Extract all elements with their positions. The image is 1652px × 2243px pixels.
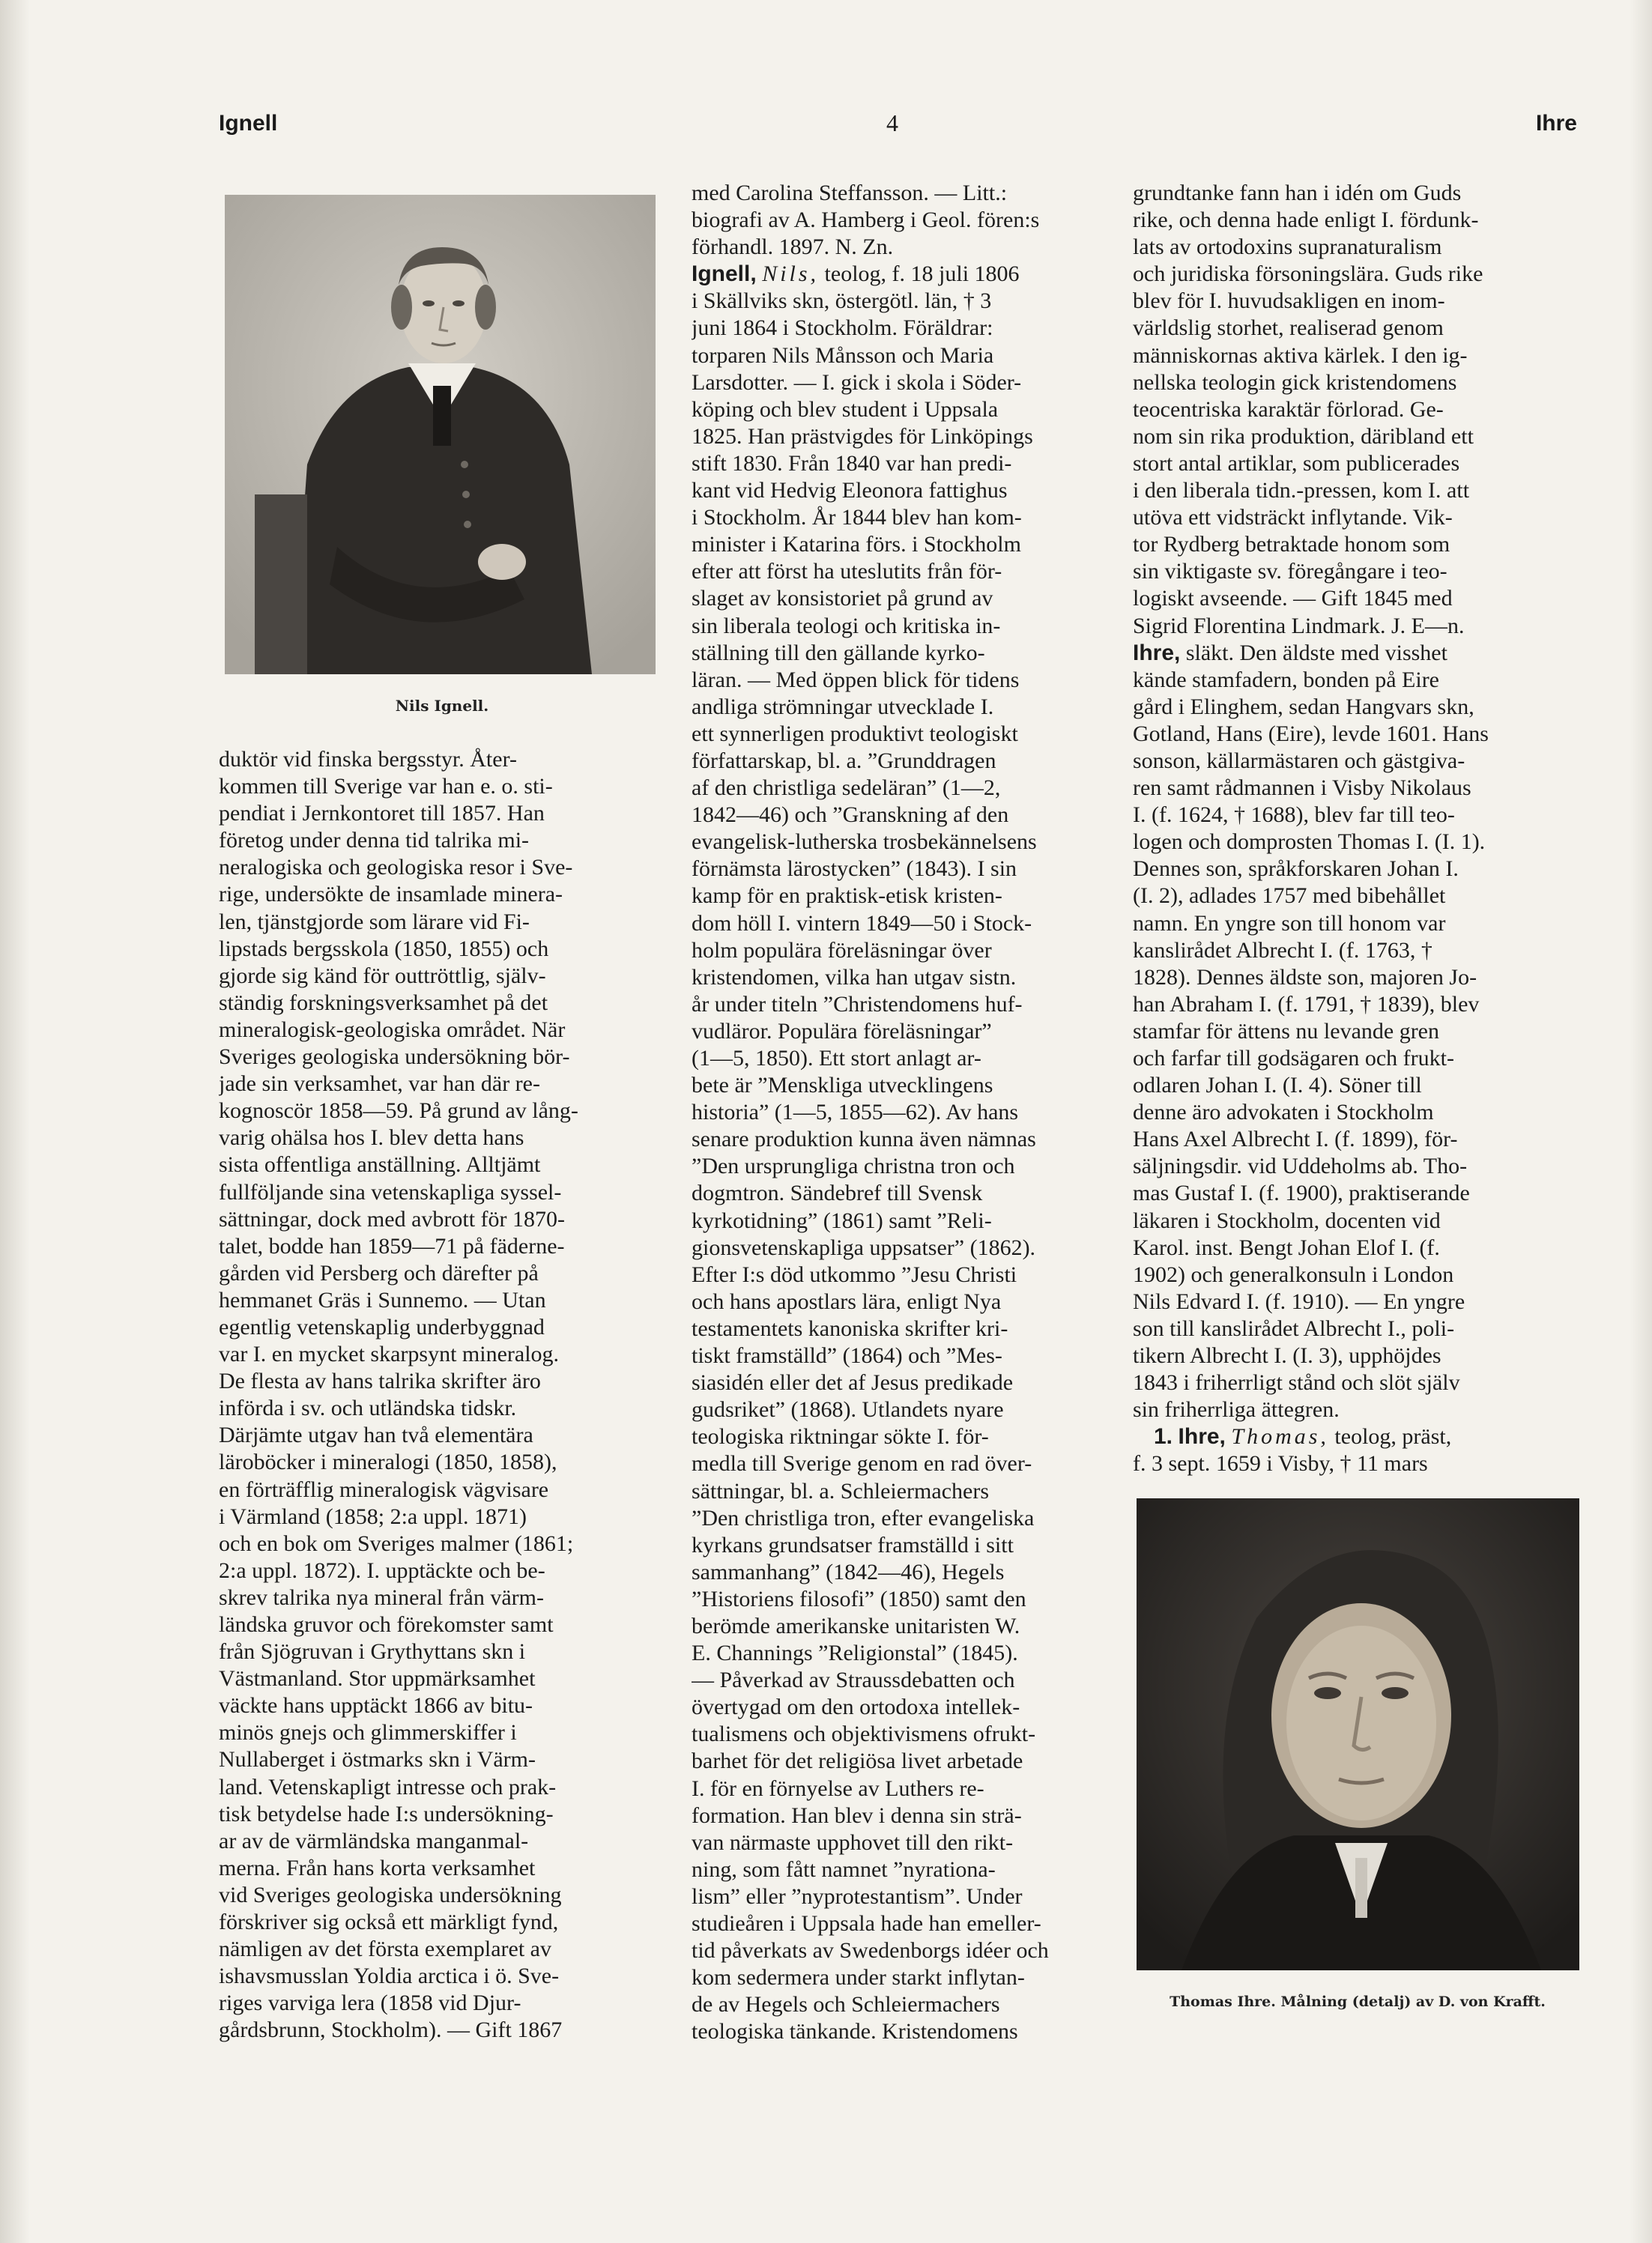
- text-line: kom sedermera under starkt inflytan-: [692, 1965, 1025, 1991]
- text-line: kristendomen, vilka han utgav sistn.: [692, 964, 1017, 990]
- text-line: tikern Albrecht I. (I. 3), upphöjdes: [1133, 1343, 1441, 1369]
- text-line: I. (f. 1624, † 1688), blev far till teo-: [1133, 802, 1455, 828]
- text-line: bete är ”Menskliga utvecklingens: [692, 1073, 993, 1098]
- text-line: Västmanland. Stor uppmärksamhet: [219, 1666, 536, 1692]
- headword-ihre: Ihre,: [1133, 640, 1181, 665]
- text-line: stamfar för ättens nu levande gren: [1133, 1018, 1439, 1044]
- text-line: tid påverkats av Swedenborgs idéer och: [692, 1938, 1049, 1964]
- text-line: ar av de värmländska manganmal-: [219, 1828, 529, 1853]
- text-line: kognoscör 1858—59. På grund av lång-: [219, 1098, 578, 1124]
- text-line: gården vid Persberg och därefter på: [219, 1260, 539, 1286]
- headword-ignell: Ignell,: [692, 261, 757, 287]
- running-head-right: Ihre: [1535, 111, 1577, 136]
- text-line: en förträfflig mineralogisk vägvisare: [219, 1477, 549, 1502]
- text-line: juni 1864 i Stockholm. Föräldrar:: [692, 315, 993, 341]
- text-line: i Stockholm. År 1844 blev han kom-: [692, 505, 1022, 530]
- text-line: Hans Axel Albrecht I. (f. 1899), för-: [1133, 1127, 1458, 1152]
- text-line: talet, bodde han 1859—71 på fäderne-: [219, 1233, 565, 1259]
- text-line: år under titeln ”Christendomens huf-: [692, 991, 1023, 1017]
- text-line: sättningar, dock med avbrott för 1870-: [219, 1206, 566, 1232]
- text-line: de av Hegels och Schleiermachers: [692, 1992, 1000, 2018]
- text-line: sin viktigaste sv. föregångare i teo-: [1133, 559, 1447, 584]
- text-line: E. Channings ”Religionstal” (1845).: [692, 1641, 1018, 1666]
- text-line: jade sin verksamhet, var han där re-: [219, 1071, 540, 1097]
- text-line: väckte hans upptäckt 1866 av bitu-: [219, 1693, 533, 1719]
- text-line: stort antal artiklar, som publicerades: [1133, 450, 1460, 476]
- text-line: medla till Sverige genom en rad över-: [692, 1451, 1032, 1477]
- portrait-thomas-ihre: [1137, 1498, 1579, 1970]
- text-line: sista offentliga anställning. Alltjämt: [219, 1152, 541, 1178]
- text-line: dom höll I. vintern 1849—50 i Stock-: [692, 910, 1032, 936]
- text-line: pendiat i Jernkontoret till 1857. Han: [219, 801, 545, 826]
- column-1: [219, 746, 661, 2044]
- text-line: De flesta av hans talrika skrifter äro: [219, 1369, 541, 1394]
- text-line: skrev talrika nya mineral från värm-: [219, 1584, 544, 1610]
- text-line: 1825. Han prästvigdes för Linköpings: [692, 423, 1033, 449]
- text-line: läroböcker i mineralogi (1850, 1858),: [219, 1450, 557, 1475]
- text-line: 1843 i friherrligt stånd och slöt själv: [1133, 1370, 1460, 1396]
- page-edge-shadow-right: [1630, 0, 1652, 2243]
- entry-number: 1.: [1154, 1424, 1173, 1450]
- text-line: I. för en förnyelse av Luthers re-: [692, 1776, 984, 1801]
- text-line: sättningar, bl. a. Schleiermachers: [692, 1478, 989, 1504]
- text-line: från Sjögruvan i Grythyttans skn i: [219, 1639, 526, 1665]
- portrait-nils-ignell-drawing: [225, 195, 656, 674]
- entry-ihre-thomas-second-line: f. 3 sept. 1659 i Visby, † 11 mars: [1133, 1451, 1428, 1477]
- portrait-thomas-ihre-drawing: [1137, 1498, 1579, 1970]
- text-line: Dennes son, språkforskaren Johan I.: [1133, 856, 1459, 882]
- text-line: tisk betydelse hade I:s undersökning-: [219, 1801, 554, 1826]
- text-line: van närmaste upphovet till den rikt-: [692, 1829, 1014, 1855]
- text-line: len, tjänstgjorde som lärare vid Fi-: [219, 909, 530, 934]
- entry-ihre-first-line: [1133, 640, 1579, 667]
- text-line: världslig storhet, realiserad genom: [1133, 315, 1444, 341]
- text-line: i Värmland (1858; 2:a uppl. 1871): [219, 1504, 527, 1529]
- entry-ihre-thomas-first-line: [1133, 1423, 1579, 1450]
- text-line: Nullaberget i östmarks skn i Värm-: [219, 1747, 536, 1773]
- text-line: ställning till den gällande kyrko-: [692, 640, 985, 665]
- text-line: vudläror. Populära föreläsningar”: [692, 1018, 992, 1044]
- text-line: gårdsbrunn, Stockholm). — Gift 1867: [219, 2018, 563, 2043]
- text-line: af den christliga sedeläran” (1—2,: [692, 775, 1001, 801]
- text-line: egentlig vetenskaplig underbyggnad: [219, 1314, 545, 1340]
- text-line: i Skällviks skn, östergötl. län, † 3: [692, 288, 992, 314]
- text-line: berömde amerikanske unitaristen W.: [692, 1613, 1020, 1638]
- text-line: och juridiska försoningslära. Guds rike: [1133, 261, 1483, 287]
- text-line: vid Sveriges geologiska undersökning: [219, 1882, 562, 1907]
- text-line: fullföljande sina vetenskapliga syssel-: [219, 1179, 562, 1205]
- given-name-nils: Nils,: [762, 261, 820, 287]
- text-line: evangelisk-lutherska trosbekännelsens: [692, 829, 1037, 855]
- text-line: förskriver sig också ett märkligt fynd,: [219, 1910, 559, 1935]
- text-line: ländska gruvor och förekomster samt: [219, 1612, 554, 1637]
- entry-ignell-nils-first-line: [692, 261, 1135, 288]
- text-line: Nils Edvard I. (f. 1910). — En yngre: [1133, 1289, 1465, 1314]
- text-line: denne äro advokaten i Stockholm: [1133, 1100, 1434, 1125]
- caption-nils-ignell: Nils Ignell.: [395, 697, 489, 715]
- text-line: gionsvetenskapliga uppsatser” (1862).: [692, 1235, 1036, 1260]
- text-line: Karol. inst. Bengt Johan Elof I. (f.: [1133, 1235, 1440, 1260]
- text-line: 1828). Dennes äldste son, majoren Jo-: [1133, 964, 1477, 990]
- text-line: ett synnerligen produktivt teologiskt: [692, 721, 1018, 746]
- text-line: införda i sv. och utländska tidskr.: [219, 1396, 517, 1421]
- text-line: studieåren i Uppsala hade han emeller-: [692, 1911, 1041, 1936]
- text-line: (I. 2), adlades 1757 med bibehållet: [1133, 883, 1446, 909]
- text-line: ”Den christliga tron, efter evangeliska: [692, 1505, 1035, 1531]
- text-line: säljningsdir. vid Uddeholms ab. Tho-: [1133, 1154, 1468, 1179]
- text-line: läran. — Med öppen blick för tidens: [692, 667, 1020, 692]
- text-line: 2:a uppl. 1872). I. upptäckte och be-: [219, 1558, 545, 1583]
- entry-ihre-thomas-first-line-text: teolog, präst,: [1334, 1424, 1452, 1450]
- page-number: 4: [886, 109, 898, 136]
- text-line: tor Rydberg betraktade honom som: [1133, 532, 1450, 557]
- text-line: biografi av A. Hamberg i Geol. fören:s: [692, 208, 1040, 233]
- text-line: riges varviga lera (1858 vid Djur-: [219, 1991, 521, 2016]
- text-line: han Abraham I. (f. 1791, † 1839), blev: [1133, 991, 1480, 1017]
- text-line: historia” (1—5, 1855—62). Av hans: [692, 1100, 1019, 1125]
- text-line: ning, som fått namnet ”nyrationa-: [692, 1856, 996, 1882]
- text-line: barhet för det religiösa livet arbetade: [692, 1749, 1023, 1774]
- text-line: mas Gustaf I. (f. 1900), praktiserande: [1133, 1181, 1470, 1206]
- text-line: Sigrid Florentina Lindmark. J. E—n.: [1133, 613, 1465, 638]
- text-line: utöva ett vidsträckt inflytande. Vik-: [1133, 505, 1453, 530]
- text-line: Efter I:s död utkommo ”Jesu Christi: [692, 1262, 1017, 1287]
- text-line: 1902) och generalkonsuln i London: [1133, 1262, 1454, 1287]
- text-line: rige, undersökte de insamlade minera-: [219, 882, 563, 907]
- text-line: rike, och denna hade enligt I. fördunk-: [1133, 208, 1479, 233]
- text-line: torparen Nils Månsson och Maria: [692, 342, 994, 368]
- text-line: siasidén eller det af Jesus predikade: [692, 1370, 1014, 1396]
- text-line: Sveriges geologiska undersökning bör-: [219, 1044, 570, 1070]
- text-line: kommen till Sverige var han e. o. sti-: [219, 774, 553, 799]
- text-line: företog under denna tid talrika mi-: [219, 828, 530, 853]
- headword-ihre-thomas: Ihre,: [1178, 1424, 1226, 1450]
- text-line: Larsdotter. — I. gick i skola i Söder-: [692, 369, 1022, 395]
- text-line: ren samt rådmannen i Visby Nikolaus: [1133, 775, 1471, 801]
- text-line: (1—5, 1850). Ett stort anlagt ar-: [692, 1046, 981, 1071]
- column-2: [692, 180, 1135, 2045]
- text-line: merna. Från hans korta verksamhet: [219, 1855, 536, 1880]
- entry-ihre-first-line-text: släkt. Den äldste med visshet: [1185, 640, 1447, 665]
- text-line: odlaren Johan I. (I. 4). Söner till: [1133, 1073, 1422, 1098]
- text-line: nom sin rika produktion, däribland ett: [1133, 423, 1474, 449]
- text-line: teologiska riktningar sökte I. för-: [692, 1424, 989, 1450]
- text-line: kyrkans grundsatser framställd i sitt: [692, 1532, 1014, 1558]
- text-line: namn. En yngre son till honom var: [1133, 910, 1446, 936]
- text-line: kamp för en praktisk-etisk kristen-: [692, 883, 1002, 909]
- text-line: minister i Katarina förs. i Stockholm: [692, 532, 1021, 557]
- caption-thomas-ihre: Thomas Ihre. Målning (detalj) av D. von Krafft.: [1170, 1994, 1546, 2010]
- text-line: övertygad om den ortodoxa intellek-: [692, 1695, 1020, 1720]
- text-line: stift 1830. Från 1840 var han predi-: [692, 450, 1012, 476]
- text-line: nellska teologin gick kristendomens: [1133, 369, 1457, 395]
- text-line: köping och blev student i Uppsala: [692, 396, 999, 422]
- text-line: andliga strömningar utvecklade I.: [692, 694, 994, 719]
- text-line: testamentets kanoniska skrifter kri-: [692, 1316, 1008, 1341]
- text-line: senare produktion kunna även nämnas: [692, 1127, 1036, 1152]
- text-line: kyrkotidning” (1861) samt ”Reli-: [692, 1208, 992, 1233]
- text-line: logen och domprosten Thomas I. (I. 1).: [1133, 829, 1486, 855]
- text-line: kände stamfadern, bonden på Eire: [1133, 667, 1439, 692]
- text-line: minös gnejs och glimmerskiffer i: [219, 1720, 517, 1746]
- text-line: logiskt avseende. — Gift 1845 med: [1133, 586, 1453, 611]
- given-name-thomas: Thomas,: [1231, 1424, 1329, 1450]
- text-line: läkaren i Stockholm, docenten vid: [1133, 1208, 1441, 1233]
- text-line: gjorde sig känd för outtröttlig, själv-: [219, 963, 546, 988]
- text-line: mineralogisk-geologiska området. När: [219, 1017, 566, 1042]
- text-line: förnämsta lärostycken” (1843). I sin: [692, 856, 1017, 882]
- text-line: tiskt framställd” (1864) och ”Mes-: [692, 1343, 1002, 1369]
- text-line: gudsriket” (1868). Utlandets nyare: [692, 1397, 1004, 1423]
- portrait-nils-ignell: [225, 195, 656, 674]
- text-line: lats av ortodoxins supranaturalism: [1133, 234, 1442, 260]
- text-line: duktör vid finska bergsstyr. Åter-: [219, 747, 517, 772]
- text-line: sin friherrliga ättegren.: [1133, 1397, 1340, 1423]
- text-line: holm populära föreläsningar över: [692, 937, 992, 963]
- text-line: och hans apostlars lära, enligt Nya: [692, 1289, 1002, 1314]
- text-line: gård i Elinghem, sedan Hangvars skn,: [1133, 694, 1474, 719]
- text-line: ständig forskningsverksamhet på det: [219, 990, 548, 1015]
- text-line: teocentriska karaktär förlorad. Ge-: [1133, 396, 1444, 422]
- text-line: nämligen av det första exemplaret av: [219, 1937, 551, 1962]
- text-line: lipstads bergsskola (1850, 1855) och: [219, 936, 549, 961]
- text-line: med Carolina Steffansson. — Litt.:: [692, 181, 1008, 205]
- text-line: sonson, källarmästaren och gästgiva-: [1133, 748, 1465, 773]
- text-line: ”Den ursprungliga christna tron och: [692, 1154, 1015, 1179]
- text-line: varig ohälsa hos I. blev detta hans: [219, 1125, 524, 1151]
- text-line: slaget av konsistoriet på grund av: [692, 586, 993, 611]
- text-line: och en bok om Sveriges malmer (1861;: [219, 1531, 574, 1556]
- text-line: teologiska tänkande. Kristendomens: [692, 2019, 1018, 2044]
- text-line: 1842—46) och ”Granskning af den: [692, 802, 1009, 828]
- text-line: författarskap, bl. a. ”Grunddragen: [692, 748, 996, 773]
- text-line: ishavsmusslan Yoldia arctica i ö. Sve-: [219, 1964, 560, 1989]
- running-head-left: Ignell: [219, 111, 278, 136]
- text-line: förhandl. 1897. N. Zn.: [692, 234, 894, 260]
- text-line: neralogiska och geologiska resor i Sve-: [219, 855, 573, 880]
- text-line: formation. Han blev i denna sin strä-: [692, 1802, 1022, 1828]
- column-3: [1133, 180, 1579, 1478]
- text-line: var I. en mycket skarpsynt mineralog.: [219, 1342, 560, 1367]
- text-line: människornas aktiva kärlek. I den ig-: [1133, 342, 1468, 368]
- text-line: grundtanke fann han i idén om Guds: [1133, 181, 1462, 205]
- text-line: hemmanet Gräs i Sunnemo. — Utan: [219, 1287, 546, 1313]
- text-line: i den liberala tidn.-pressen, kom I. att: [1133, 478, 1470, 503]
- entry-ignell-nils-first-line-text: teolog, f. 18 juli 1806: [824, 261, 1020, 287]
- page-edge-shadow: [0, 0, 30, 2243]
- text-line: sammanhang” (1842—46), Hegels: [692, 1559, 1005, 1584]
- text-line: kanslirådet Albrecht I. (f. 1763, †: [1133, 937, 1432, 963]
- text-line: land. Vetenskapligt intresse och prak-: [219, 1774, 557, 1799]
- text-line: blev för I. huvudsakligen en inom-: [1133, 288, 1445, 314]
- text-line: — Påverkad av Straussdebatten och: [692, 1668, 1015, 1693]
- text-line: dogmtron. Sändebref till Svensk: [692, 1181, 983, 1206]
- text-line: Därjämte utgav han två elementära: [219, 1423, 533, 1448]
- text-line: och farfar till godsägaren och frukt-: [1133, 1046, 1454, 1071]
- text-line: lism” eller ”nyprotestantism”. Under: [692, 1883, 1023, 1909]
- text-line: sin liberala teologi och kritiska in-: [692, 613, 1001, 638]
- text-line: tualismens och objektivismens ofrukt-: [692, 1722, 1036, 1747]
- text-line: son till kanslirådet Albrecht I., poli-: [1133, 1316, 1455, 1341]
- text-line: Gotland, Hans (Eire), levde 1601. Hans: [1133, 721, 1489, 746]
- text-line: efter att först ha uteslutits från för-: [692, 559, 1002, 584]
- text-line: ”Historiens filosofi” (1850) samt den: [692, 1586, 1026, 1611]
- text-line: kant vid Hedvig Eleonora fattighus: [692, 478, 1008, 503]
